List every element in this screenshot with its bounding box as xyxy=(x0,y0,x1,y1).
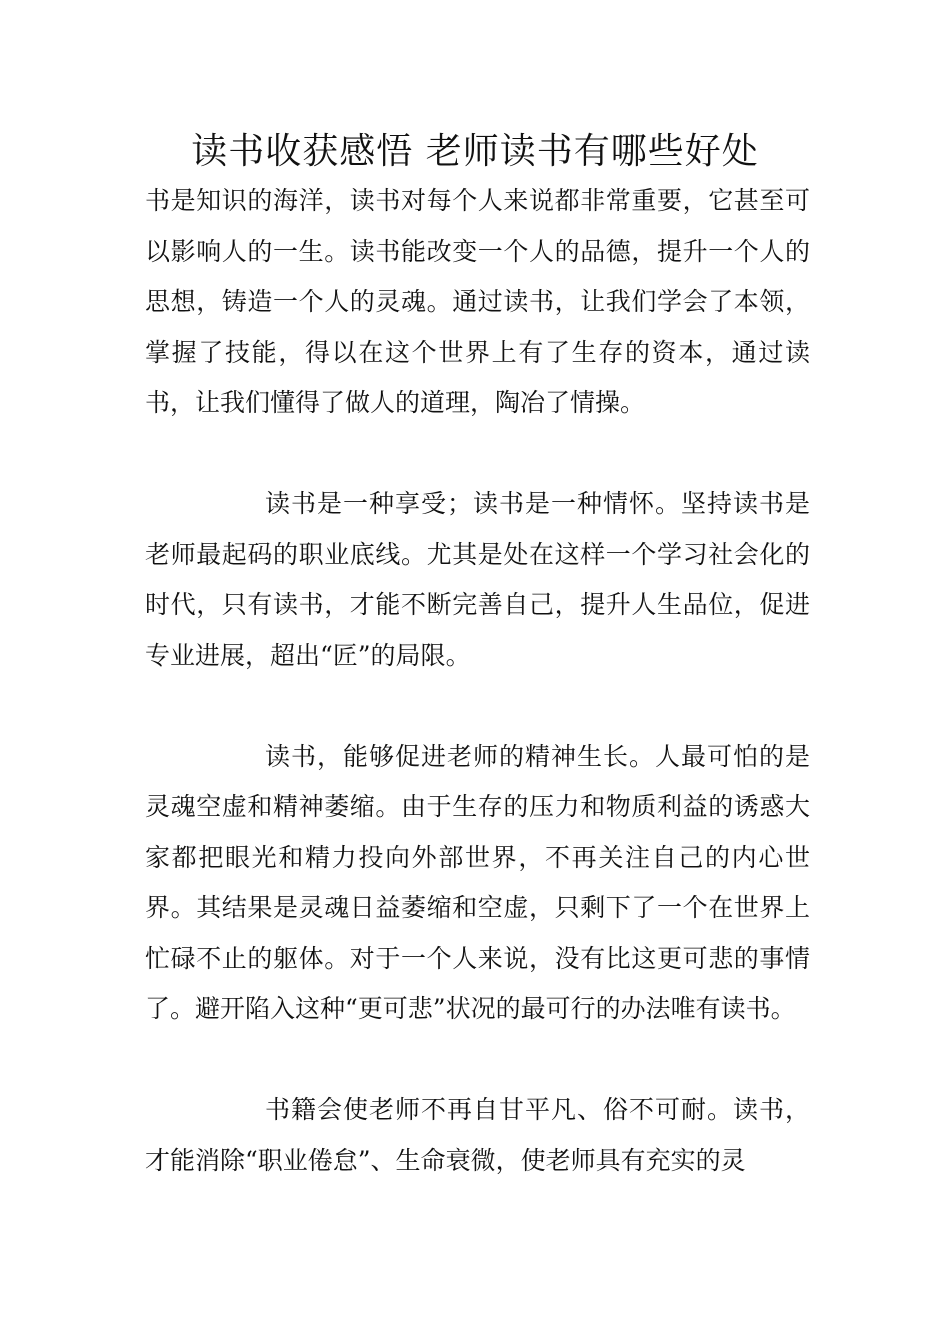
paragraph-2: 读书是一种享受；读书是一种情怀。坚持读书是老师最起码的职业底线。尤其是处在这样一个学习社会化的时代，只有读书，才能不断完善自己，提升人生品位，促进专业进展，超出“匠”的局限。 xyxy=(145,489,810,670)
paragraph-spacer xyxy=(145,1035,810,1086)
document-title: 读书收获感悟 老师读书有哪些好处 xyxy=(191,131,759,172)
paragraph-spacer xyxy=(145,429,810,480)
paragraph-1: 书是知识的海洋，读书对每个人来说都非常重要，它甚至可以影响人的一生。读书能改变一个人的品德，提升一个人的思想，铸造一个人的灵魂。通过读书，让我们学会了本领，掌握了技能，得以在这个世界上有了生存的资本，通过读书，让我们懂得了做人的道理，陶冶了情操。 xyxy=(145,186,810,417)
paragraph-3: 读书，能够促进老师的精神生长。人最可怕的是灵魂空虚和精神萎缩。由于生存的压力和物质利益的诱惑大家都把眼光和精力投向外部世界，不再关注自己的内心世界。其结果是灵魂日益萎缩和空虚，只剩下了一个在世界上忙碌不止的躯体。对于一个人来说，没有比这更可悲的事情了。避开陷入这种“更可悲”状况的最可行的办法唯有读书。 xyxy=(145,741,810,1023)
document-body xyxy=(145,176,810,1186)
paragraph-spacer xyxy=(145,681,810,732)
paragraph-4: 书籍会使老师不再自甘平凡、俗不可耐。读书，才能消除“职业倦怠”、生命衰微，使老师具有充实的灵 xyxy=(145,1095,810,1175)
